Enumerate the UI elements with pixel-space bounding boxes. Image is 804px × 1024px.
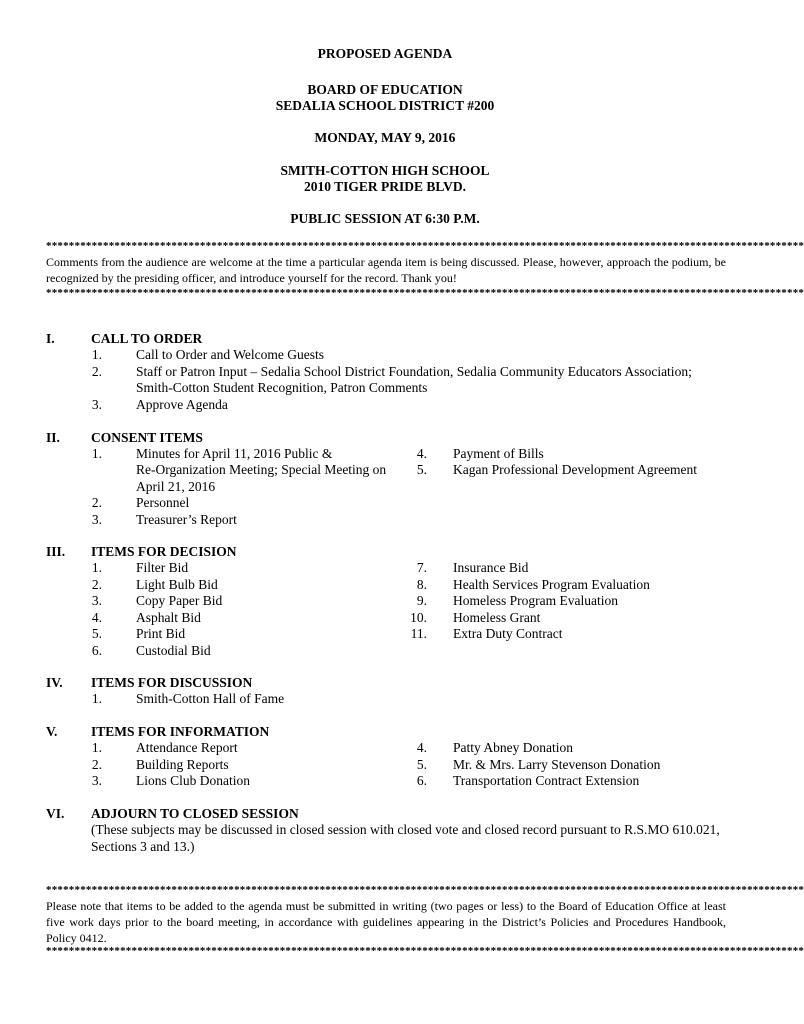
section-number: III. bbox=[46, 544, 66, 559]
agenda-item: Copy Paper Bid bbox=[136, 593, 223, 608]
item-number: 2. bbox=[91, 495, 102, 510]
agenda-title: PROPOSED AGENDA bbox=[317, 46, 453, 61]
district-name: SEDALIA SCHOOL DISTRICT #200 bbox=[275, 98, 495, 113]
item-number: 1. bbox=[91, 446, 102, 461]
item-number: 3. bbox=[91, 773, 102, 788]
item-number: 5. bbox=[416, 757, 427, 772]
comments-note: Comments from the audience are welcome at the time a particular agenda item is being discussed. Please, however, approach the podium, be recognized by the presiding officer, and introduce yourself for the record. Thank you! bbox=[46, 255, 726, 285]
agenda-item: Smith-Cotton Student Recognition, Patron Comments bbox=[136, 380, 428, 395]
agenda-item: Extra Duty Contract bbox=[453, 626, 563, 641]
item-number: 3. bbox=[91, 397, 102, 412]
separator-line: ************************************************************************************************************************************* bbox=[46, 240, 804, 252]
agenda-item: Call to Order and Welcome Guests bbox=[136, 347, 324, 362]
board-name: BOARD OF EDUCATION bbox=[307, 82, 463, 97]
item-number: 4. bbox=[91, 610, 102, 625]
item-number: 1. bbox=[91, 560, 102, 575]
section-title-adjourn-to-closed-session: ADJOURN TO CLOSED SESSION bbox=[91, 806, 299, 821]
meeting-address: 2010 TIGER PRIDE BLVD. bbox=[303, 179, 467, 194]
item-number: 4. bbox=[416, 740, 427, 755]
agenda-item: Custodial Bid bbox=[136, 643, 211, 658]
agenda-item: Print Bid bbox=[136, 626, 186, 641]
section-title-items-for-information: ITEMS FOR INFORMATION bbox=[91, 724, 270, 739]
agenda-item: Minutes for April 11, 2016 Public & bbox=[136, 446, 333, 461]
item-number: 5. bbox=[91, 626, 102, 641]
agenda-item: Health Services Program Evaluation bbox=[453, 577, 650, 592]
agenda-item: Homeless Grant bbox=[453, 610, 541, 625]
item-number: 11. bbox=[410, 626, 427, 641]
agenda-item: Personnel bbox=[136, 495, 190, 510]
item-number: 3. bbox=[91, 593, 102, 608]
meeting-location: SMITH-COTTON HIGH SCHOOL bbox=[280, 163, 490, 178]
agenda-item: Approve Agenda bbox=[136, 397, 228, 412]
agenda-item: Insurance Bid bbox=[453, 560, 529, 575]
section-number: VI. bbox=[46, 806, 65, 821]
agenda-item: Transportation Contract Extension bbox=[453, 773, 640, 788]
agenda-item: Lions Club Donation bbox=[136, 773, 250, 788]
section-title-items-for-discussion: ITEMS FOR DISCUSSION bbox=[91, 675, 253, 690]
agenda-item: Building Reports bbox=[136, 757, 229, 772]
item-number: 2. bbox=[91, 364, 102, 379]
item-number: 2. bbox=[91, 757, 102, 772]
agenda-item: Kagan Professional Development Agreement bbox=[453, 462, 698, 477]
item-number: 9. bbox=[416, 593, 427, 608]
agenda-item: Filter Bid bbox=[136, 560, 189, 575]
item-number: 4. bbox=[416, 446, 427, 461]
section-title-call-to-order: CALL TO ORDER bbox=[91, 331, 203, 346]
item-number: 6. bbox=[416, 773, 427, 788]
agenda-item: Light Bulb Bid bbox=[136, 577, 218, 592]
closed-session-note: (These subjects may be discussed in closed session with closed vote and closed record pursuant to R.S.MO 610.021, Sections 3 and 13.) bbox=[91, 822, 720, 854]
section-number: II. bbox=[46, 430, 60, 445]
section-number: IV. bbox=[46, 675, 63, 690]
agenda-item: Patty Abney Donation bbox=[453, 740, 573, 755]
item-number: 6. bbox=[91, 643, 102, 658]
agenda-item: Treasurer’s Report bbox=[136, 512, 237, 527]
agenda-item: Smith-Cotton Hall of Fame bbox=[136, 691, 285, 706]
agenda-item: Asphalt Bid bbox=[136, 610, 201, 625]
item-number: 3. bbox=[91, 512, 102, 527]
section-number: V. bbox=[46, 724, 58, 739]
separator-line: ************************************************************************************************************************************* bbox=[46, 945, 804, 957]
item-number: 1. bbox=[91, 347, 102, 362]
section-title-consent-items: CONSENT ITEMS bbox=[91, 430, 203, 445]
item-number: 10. bbox=[410, 610, 427, 625]
section-title-items-for-decision: ITEMS FOR DECISION bbox=[91, 544, 237, 559]
separator-line: ************************************************************************************************************************************* bbox=[46, 287, 804, 299]
agenda-item: Homeless Program Evaluation bbox=[453, 593, 618, 608]
item-number: 8. bbox=[416, 577, 427, 592]
agenda-item: Mr. & Mrs. Larry Stevenson Donation bbox=[453, 757, 661, 772]
agenda-item: Staff or Patron Input – Sedalia School District Foundation, Sedalia Community Educators Association; bbox=[136, 364, 692, 379]
item-number: 2. bbox=[91, 577, 102, 592]
item-number: 1. bbox=[91, 691, 102, 706]
section-number: I. bbox=[46, 331, 55, 346]
agenda-item: April 21, 2016 bbox=[136, 479, 216, 494]
item-number: 7. bbox=[416, 560, 427, 575]
meeting-date: MONDAY, MAY 9, 2016 bbox=[314, 130, 456, 145]
agenda-item: Re-Organization Meeting; Special Meeting on bbox=[136, 462, 387, 477]
separator-line: ************************************************************************************************************************************* bbox=[46, 884, 804, 896]
agenda-item: Attendance Report bbox=[136, 740, 238, 755]
item-number: 5. bbox=[416, 462, 427, 477]
agenda-item: Payment of Bills bbox=[453, 446, 544, 461]
item-number: 1. bbox=[91, 740, 102, 755]
submission-note: Please note that items to be added to the agenda must be submitted in writing (two pages or less) to the Board of Education Office at least five work days prior to the board meeting, in accordance with guidelines appearing in the District’s Policies and Procedures Handbook, Policy 0412. bbox=[46, 899, 726, 945]
session-time: PUBLIC SESSION AT 6:30 P.M. bbox=[290, 211, 480, 226]
